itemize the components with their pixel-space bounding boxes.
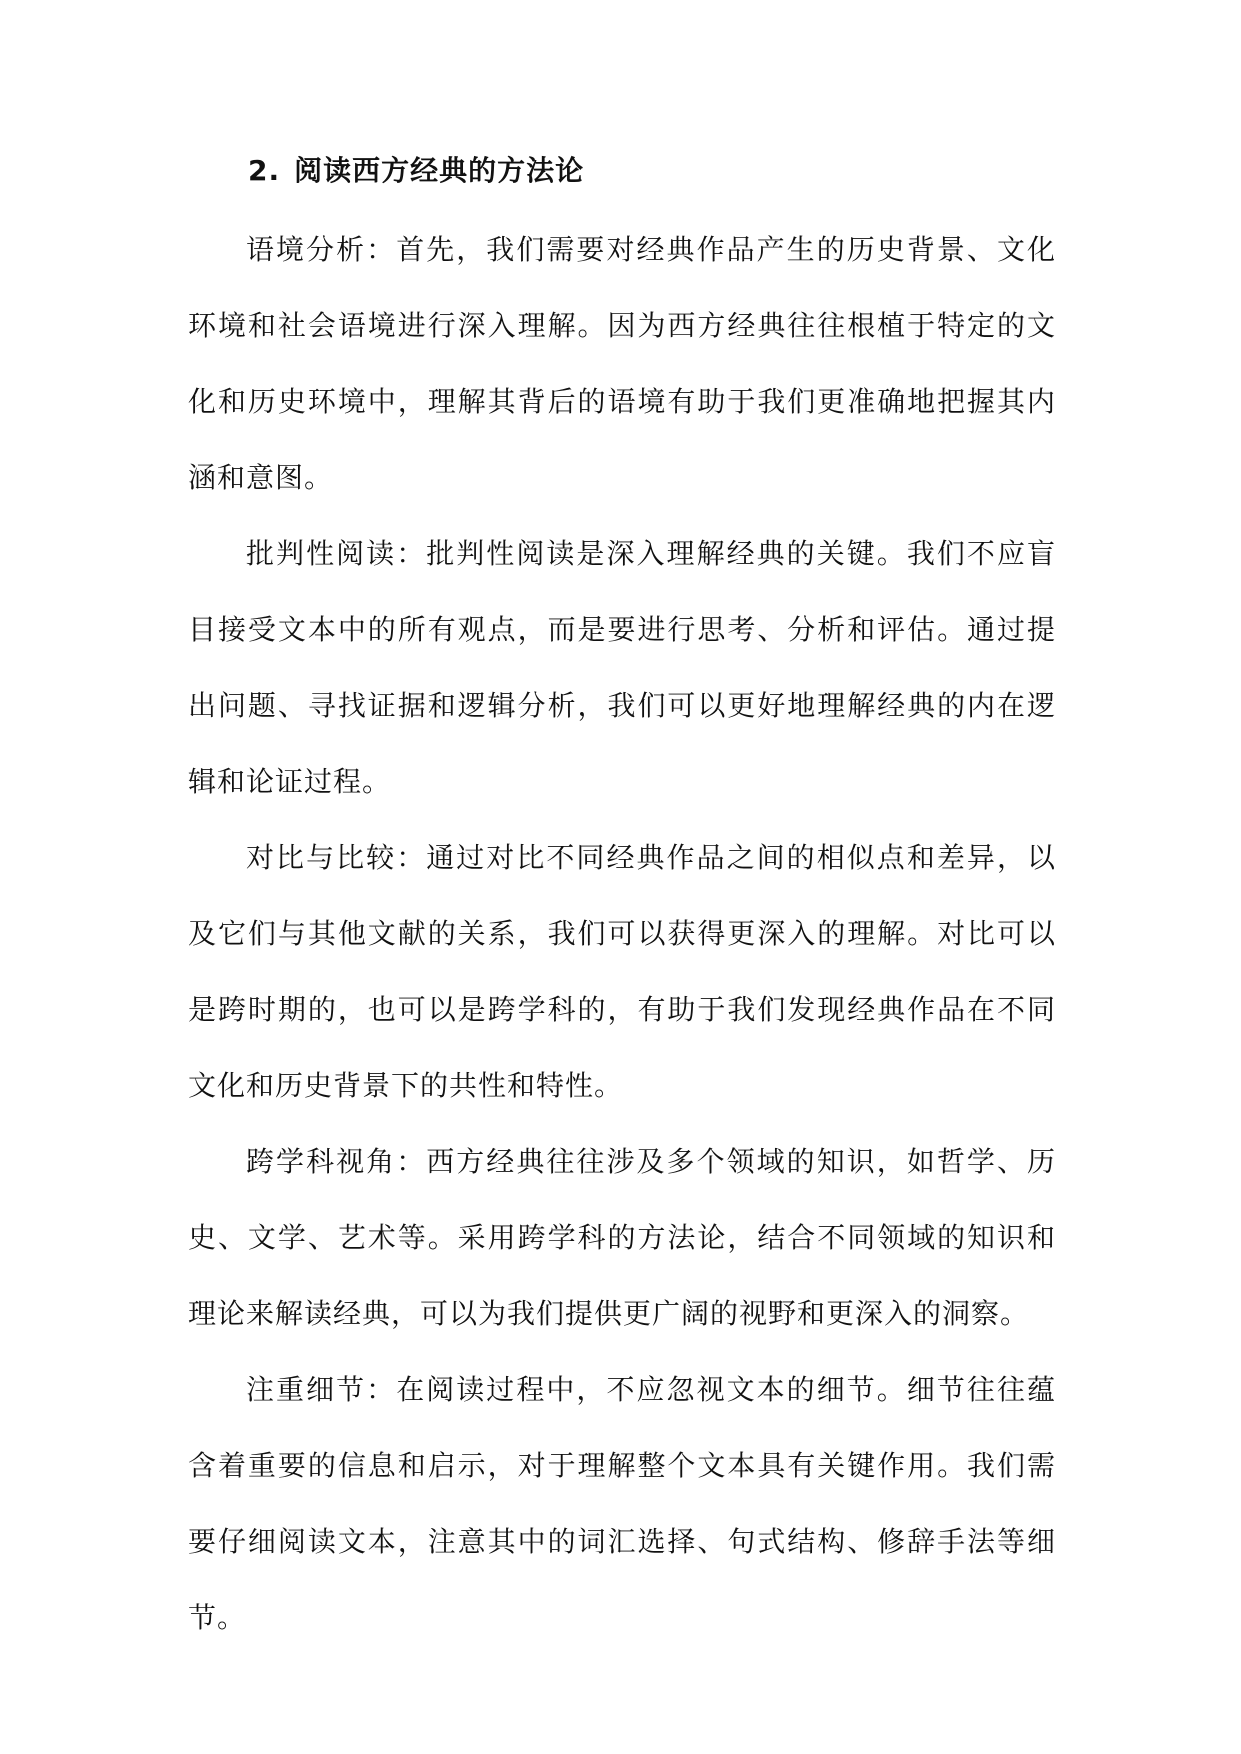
paragraph-attention-to-detail: 注重细节：在阅读过程中，不应忽视文本的细节。细节往往蕴含着重要的信息和启示，对于理解整个文本具有关键作用。我们需要仔细阅读文本，注意其中的词汇选择、句式结构、修辞手法等细节。	[188, 1373, 1056, 1634]
document-body	[188, 148, 1056, 1656]
section-title: 阅读西方经典的方法论	[294, 154, 585, 187]
section-number: 2.	[248, 154, 281, 187]
paragraph-interdisciplinary: 跨学科视角：西方经典往往涉及多个领域的知识，如哲学、历史、文学、艺术等。采用跨学科的方法论，结合不同领域的知识和理论来解读经典，可以为我们提供更广阔的视野和更深入的洞察。	[188, 1145, 1056, 1330]
section-heading	[248, 148, 1056, 194]
paragraph-comparison: 对比与比较：通过对比不同经典作品之间的相似点和差异，以及它们与其他文献的关系，我们可以获得更深入的理解。对比可以是跨时期的，也可以是跨学科的，有助于我们发现经典作品在不同文化和历史背景下的共性和特性。	[188, 841, 1056, 1102]
paragraph-critical-reading: 批判性阅读：批判性阅读是深入理解经典的关键。我们不应盲目接受文本中的所有观点，而是要进行思考、分析和评估。通过提出问题、寻找证据和逻辑分析，我们可以更好地理解经典的内在逻辑和论证过程。	[188, 537, 1056, 798]
paragraph-context-analysis: 语境分析：首先，我们需要对经典作品产生的历史背景、文化环境和社会语境进行深入理解。因为西方经典往往根植于特定的文化和历史环境中，理解其背后的语境有助于我们更准确地把握其内涵和意图。	[188, 233, 1056, 494]
